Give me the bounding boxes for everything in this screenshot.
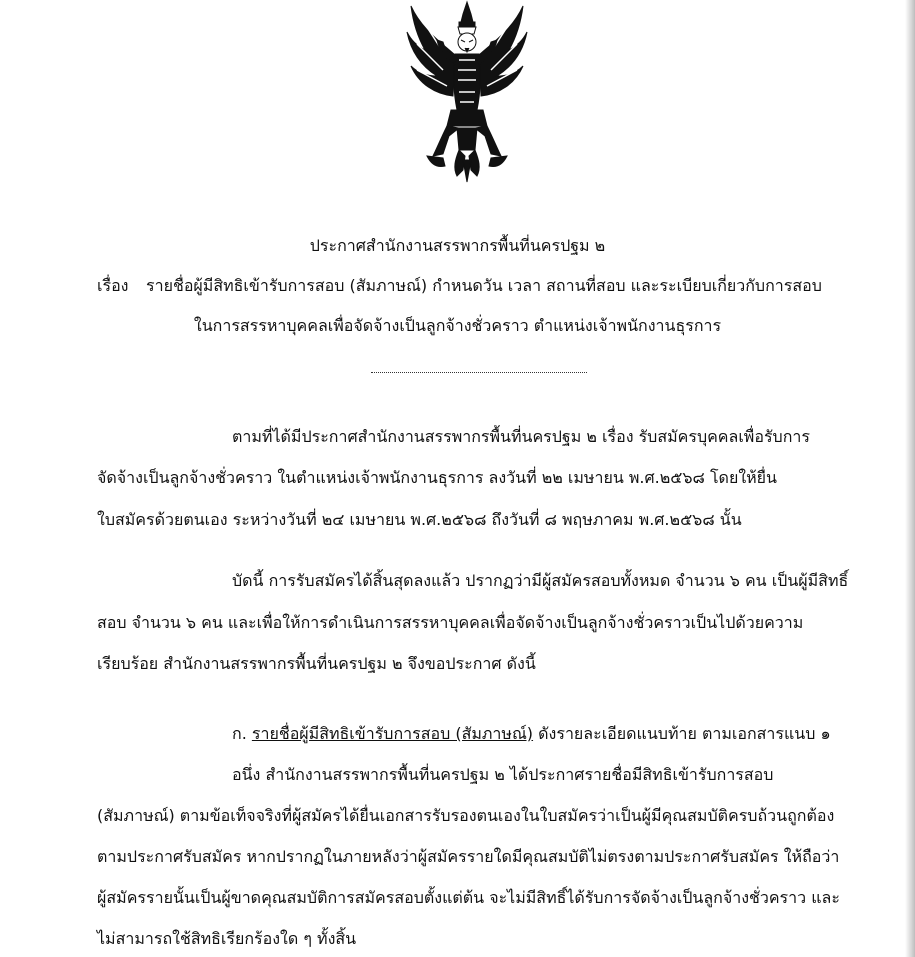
subject-line-2: ในการสรรหาบุคคลเพื่อจัดจ้างเป็นลูกจ้างชั่วคราว ตำแหน่งเจ้าพนักงานธุรการ (193, 316, 722, 335)
paragraph-1-line-2: จัดจ้างเป็นลูกจ้างชั่วคราว ในตำแหน่งเจ้าพนักงานธุรการ ลงวันที่ ๒๒ เมษายน พ.ศ.๒๕๖๘ โดยให้ยื่น (97, 468, 777, 487)
paragraph-3-line-3: ตามประกาศรับสมัคร หากปรากฏในภายหลังว่าผู้สมัครรายใดมีคุณสมบัติไม่ตรงตามประกาศรับสมัคร ให้ถือว่า (97, 847, 840, 866)
paragraph-3-line-1: อนึ่ง สำนักงานสรรพากรพื้นที่นครปฐม ๒ ได้ประกาศรายชื่อมีสิทธิเข้ารับการสอบ (232, 765, 774, 784)
paragraph-3-line-5: ไม่สามารถใช้สิทธิเรียกร้องใด ๆ ทั้งสิ้น (97, 929, 357, 948)
paragraph-1-line-1: ตามที่ได้มีประกาศสำนักงานสรรพากรพื้นที่นครปฐม ๒ เรื่อง รับสมัครบุคคลเพื่อรับการ (232, 427, 810, 446)
section-a-heading: รายชื่อผู้มีสิทธิเข้ารับการสอบ (สัมภาษณ์) (251, 724, 534, 743)
section-a-prefix: ก. (232, 724, 247, 743)
paragraph-2-line-2: สอบ จำนวน ๖ คน และเพื่อให้การดำเนินการสรรหาบุคคลเพื่อจัดจ้างเป็นลูกจ้างชั่วคราวเป็นไปด้วยความ (97, 613, 804, 632)
subject-label: เรื่อง (97, 276, 129, 295)
subject-line-1: รายชื่อผู้มีสิทธิเข้ารับการสอบ (สัมภาษณ์) กำหนดวัน เวลา สถานที่สอบ และระเบียบเกี่ยวกับการสอบ (146, 276, 822, 295)
paragraph-3-line-4: ผู้สมัครรายนั้นเป็นผู้ขาดคุณสมบัติการสมัครสอบตั้งแต่ต้น จะไม่มีสิทธิ์ได้รับการจัดจ้างเป็นลูกจ้างชั่วคราว และ (97, 888, 840, 907)
paragraph-2-line-1: บัดนี้ การรับสมัครได้สิ้นสุดลงแล้ว ปรากฏว่ามีผู้สมัครสอบทั้งหมด จำนวน ๖ คน เป็นผู้มีสิทธิ์ (232, 571, 849, 590)
paragraph-2-line-3: เรียบร้อย สำนักงานสรรพากรพื้นที่นครปฐม ๒ จึงขอประกาศ ดังนี้ (97, 654, 536, 673)
garuda-emblem-icon (403, 0, 531, 183)
scan-edge-shadow (905, 0, 915, 957)
paragraph-1-line-3: ใบสมัครด้วยตนเอง ระหว่างวันที่ ๒๔ เมษายน พ.ศ.๒๕๖๘ ถึงวันที่ ๘ พฤษภาคม พ.ศ.๒๕๖๘ นั้น (97, 510, 742, 529)
title-divider (371, 372, 587, 373)
announcement-title: ประกาศสำนักงานสรรพากรพื้นที่นครปฐม ๒ (309, 236, 606, 255)
section-a-detail: ดังรายละเอียดแนบท้าย ตามเอกสารแนบ ๑ (538, 724, 831, 743)
section-a-line (232, 724, 831, 744)
paragraph-3-line-2: (สัมภาษณ์) ตามข้อเท็จจริงที่ผู้สมัครได้ยื่นเอกสารรับรองตนเองในใบสมัครว่าเป็นผู้มีคุณสมบัติครบถ้วนถูกต้อง (97, 806, 835, 825)
